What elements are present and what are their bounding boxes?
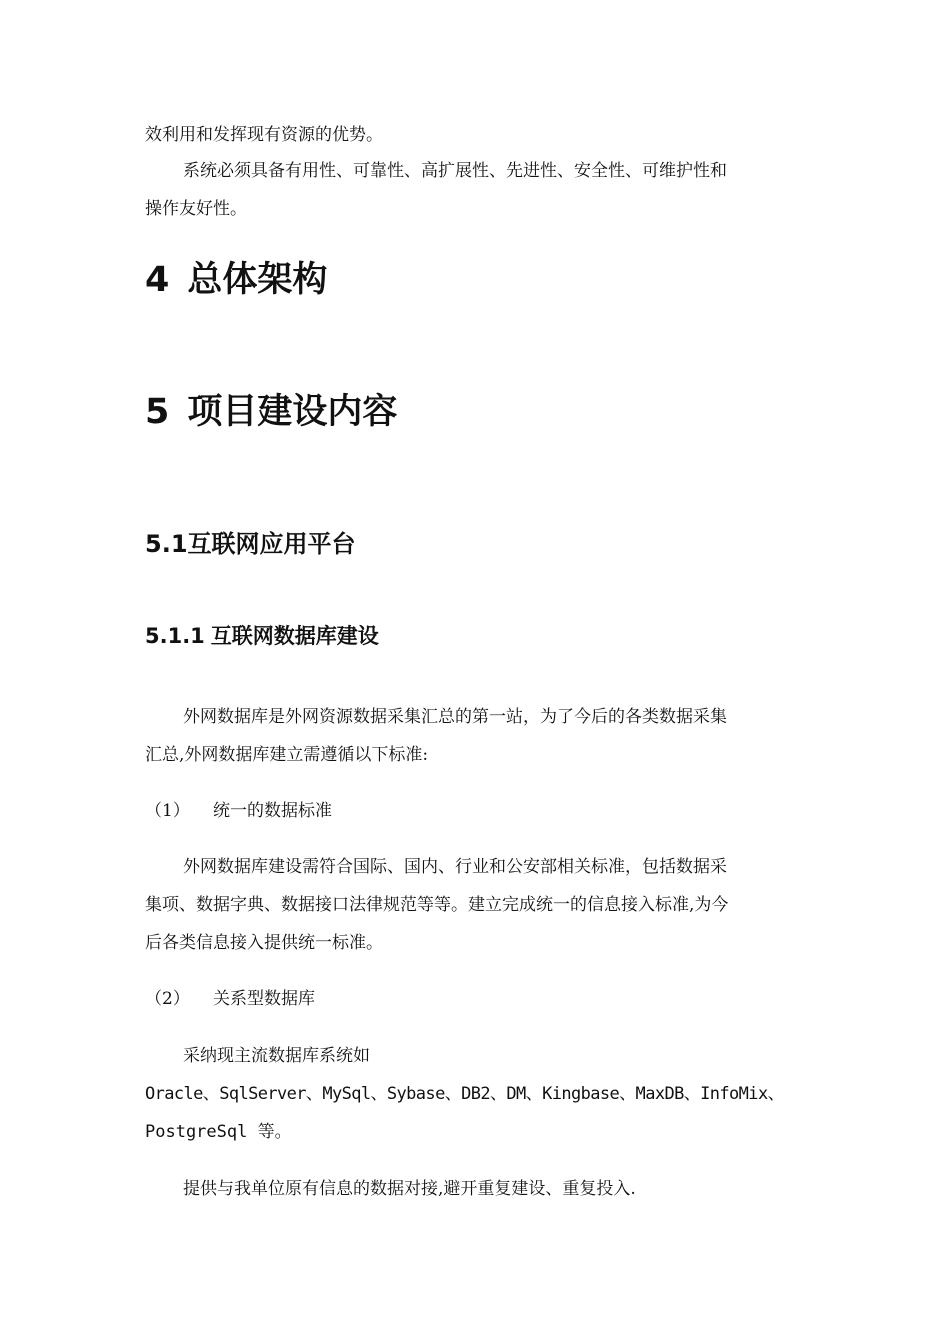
heading-5-1-1 xyxy=(145,622,379,650)
db-intro-line-1: 外网数据库是外网资源数据采集汇总的第一站，为了今后的各类数据采集 xyxy=(183,707,727,727)
intro-line-2: 系统必须具备有用性、可靠性、高扩展性、先进性、安全性、可维护性和 xyxy=(183,161,727,181)
item-1-line-3: 后各类信息接入提供统一标准。 xyxy=(145,933,383,953)
item-1-number: （1） xyxy=(145,801,190,821)
heading-5 xyxy=(145,391,397,433)
item-2-number: （2） xyxy=(145,989,190,1009)
item-1-line-2: 集项、数据字典、数据接口法律规范等等。建立完成统一的信息接入标准,为今 xyxy=(145,895,729,915)
item-1-heading xyxy=(145,800,332,822)
item-2-line-1: 采纳现主流数据库系统如 xyxy=(183,1046,370,1066)
heading-5-1-1-title: 互联网数据库建设 xyxy=(210,624,379,648)
heading-5-number: 5 xyxy=(145,392,170,432)
heading-5-1-1-number: 5.1.1 xyxy=(145,624,205,648)
heading-5-1 xyxy=(145,529,356,559)
intro-line-1: 效利用和发挥现有资源的优势。 xyxy=(145,125,383,145)
item-2-heading xyxy=(145,988,315,1010)
item-1-title: 统一的数据标准 xyxy=(213,801,332,821)
intro-line-3: 操作友好性。 xyxy=(145,199,247,219)
heading-5-1-number: 5.1 xyxy=(145,530,188,558)
item-1-line-1: 外网数据库建设需符合国际、国内、行业和公安部相关标准，包括数据采 xyxy=(183,857,727,877)
heading-4-number: 4 xyxy=(145,260,170,300)
db-intro-line-2: 汇总,外网数据库建立需遵循以下标准: xyxy=(145,745,429,765)
item-2-line-4: 提供与我单位原有信息的数据对接,避开重复建设、重复投入. xyxy=(183,1179,636,1199)
item-2-line-2: Oracle、SqlServer、MySql、Sybase、DB2、DM、Kingbase、MaxDB、InfoMix、 xyxy=(145,1084,784,1104)
item-2-title: 关系型数据库 xyxy=(213,989,315,1009)
heading-4-title: 总体架构 xyxy=(187,260,328,300)
heading-4 xyxy=(145,259,327,301)
heading-5-title: 项目建设内容 xyxy=(187,392,398,432)
item-2-line-3: PostgreSql 等。 xyxy=(145,1122,292,1142)
heading-5-1-title: 互联网应用平台 xyxy=(187,530,356,558)
